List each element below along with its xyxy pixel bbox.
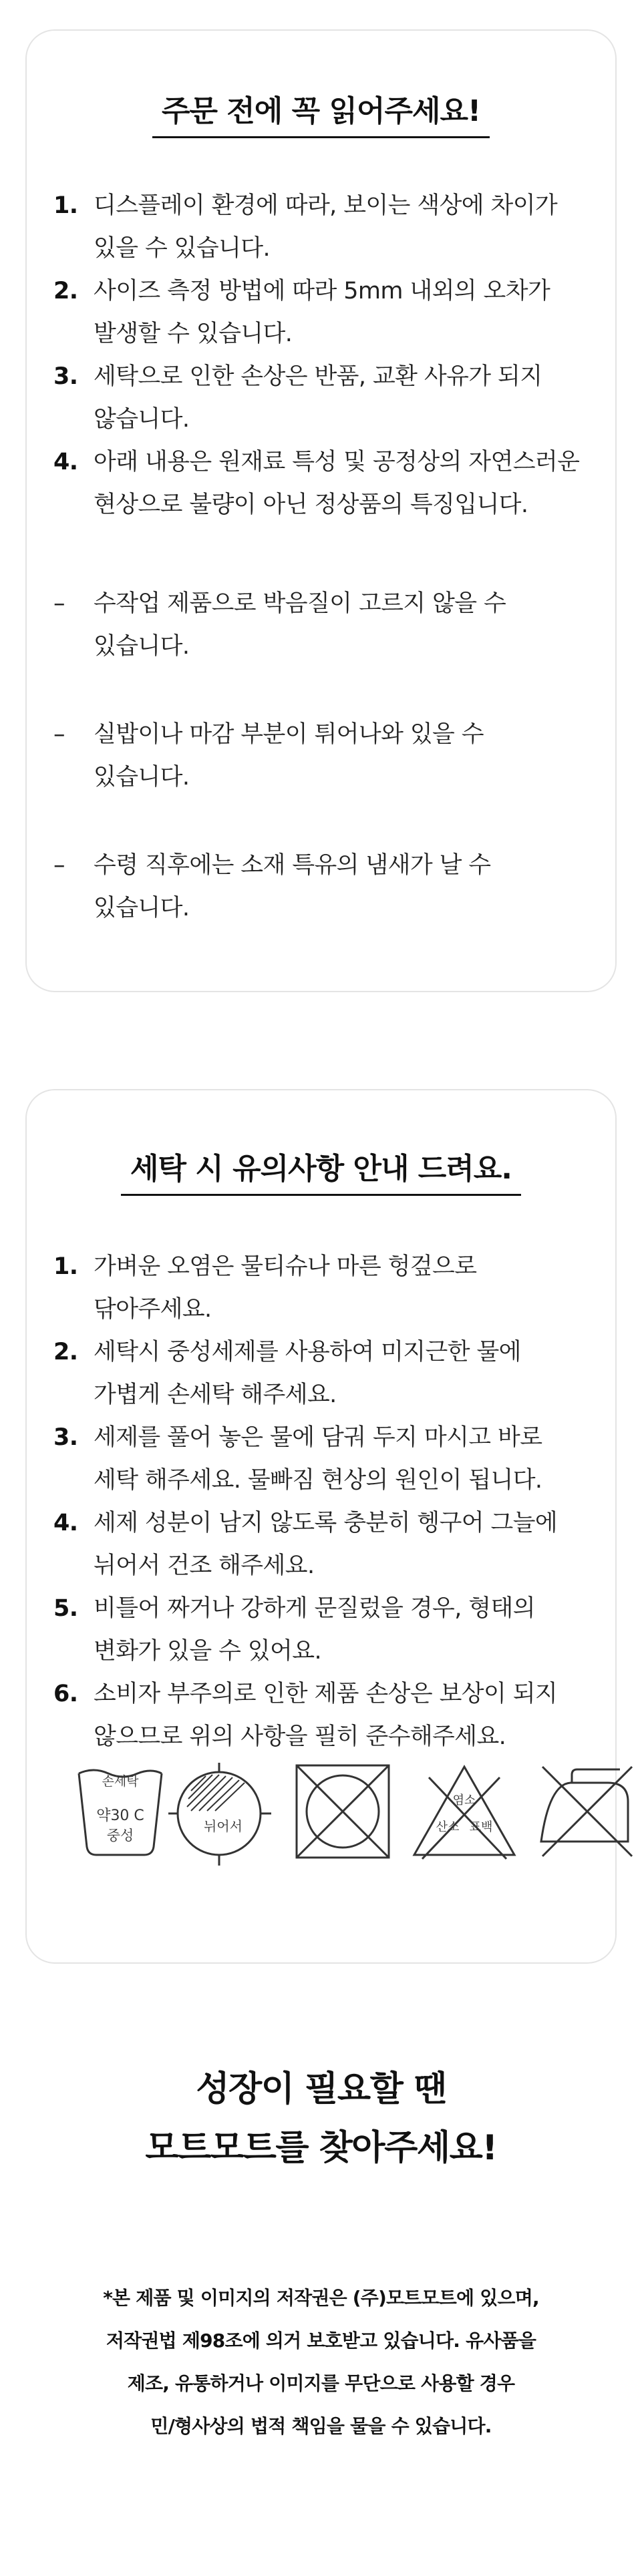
care-icons — [73, 1761, 589, 1868]
svg-text:중성: 중성 — [106, 1828, 134, 1844]
washing-list — [53, 1245, 595, 1758]
dash-bullet: – — [53, 590, 65, 617]
washing-title: 세탁 시 유의사항 안내 드려요. — [121, 1152, 521, 1196]
dash-bullet: – — [53, 852, 65, 879]
list-item: 3. 세제를 풀어 놓은 물에 담궈 두지 마시고 바로 세탁 해주세요. 물빠짐 현상의 원인이 됩니다. — [53, 1416, 595, 1502]
note-item: – 수작업 제품으로 박음질이 고르지 않을 수 있습니다. — [53, 582, 595, 668]
dash-bullet: – — [53, 721, 65, 748]
list-item: 3. 세탁으로 인한 손상은 반품, 교환 사유가 되지 않습니다. — [53, 355, 595, 441]
list-item: 6. 소비자 부주의로 인한 제품 손상은 보상이 되지 않으므로 위의 사항을 필히 준수해주세요. — [53, 1673, 595, 1758]
no-tumble-dry-icon — [293, 1761, 393, 1862]
item-number: 2. — [53, 1339, 78, 1365]
list-item: 1. 디스플레이 환경에 따라, 보이는 색상에 차이가 있을 수 있습니다. — [53, 184, 595, 270]
notes-list — [53, 582, 595, 975]
note-item: – 수령 직후에는 소재 특유의 냄새가 날 수 있습니다. — [53, 844, 595, 929]
copyright-notice: *본 제품 및 이미지의 저작권은 (주)모트모트에 있으며, 저작권법 제98조에 의거 보호받고 있습니다. 유사품을 제조, 유통하거나 이미지를 무단으로 사용할 경우 민/형사상의 법적 책임을 물을 수 있습니다. — [103, 2287, 539, 2437]
svg-text:표백: 표백 — [469, 1820, 493, 1834]
notice-title: 주문 전에 꼭 읽어주세요! — [152, 94, 490, 138]
svg-text:산소: 산소 — [436, 1820, 460, 1834]
notice-list — [53, 184, 595, 526]
dry-flat-shade-icon — [167, 1761, 274, 1868]
note-item: – 실밥이나 마감 부분이 튀어나와 있을 수 있습니다. — [53, 713, 595, 799]
item-number: 1. — [53, 1253, 78, 1280]
list-item: 1. 가벼운 오염은 물티슈나 마른 헝겊으로 닦아주세요. — [53, 1245, 595, 1331]
item-number: 6. — [53, 1681, 78, 1707]
svg-text:염소: 염소 — [452, 1793, 476, 1807]
hand-wash-icon — [73, 1761, 167, 1862]
promo-text: 성장이 필요할 땐 모트모트를 찾아주세요! — [145, 2069, 497, 2168]
no-iron-icon — [534, 1761, 635, 1862]
item-number: 2. — [53, 278, 78, 304]
list-item: 4. 세제 성분이 남지 않도록 충분히 헹구어 그늘에 뉘어서 건조 해주세요. — [53, 1502, 595, 1587]
notice-card — [25, 29, 617, 992]
list-item: 4. 아래 내용은 원재료 특성 및 공정상의 자연스러운 현상으로 불량이 아닌 정상품의 특징입니다. — [53, 441, 595, 526]
no-bleach-icon — [408, 1761, 521, 1862]
item-number: 4. — [53, 449, 78, 475]
svg-text:뉘어서: 뉘어서 — [204, 1818, 243, 1834]
item-number: 3. — [53, 1424, 78, 1451]
list-item: 2. 세탁시 중성세제를 사용하여 미지근한 물에 가볍게 손세탁 해주세요. — [53, 1331, 595, 1416]
item-number: 1. — [53, 192, 78, 219]
item-number: 3. — [53, 363, 78, 390]
list-item: 2. 사이즈 측정 방법에 따라 5mm 내외의 오차가 발생할 수 있습니다. — [53, 270, 595, 355]
svg-text:손세탁: 손세탁 — [102, 1774, 139, 1789]
washing-card — [25, 1089, 617, 1964]
list-item: 5. 비틀어 짜거나 강하게 문질렀을 경우, 형태의 변화가 있을 수 있어요. — [53, 1587, 595, 1673]
item-number: 4. — [53, 1510, 78, 1536]
item-number: 5. — [53, 1595, 78, 1622]
svg-text:약30 C: 약30 C — [96, 1807, 144, 1824]
